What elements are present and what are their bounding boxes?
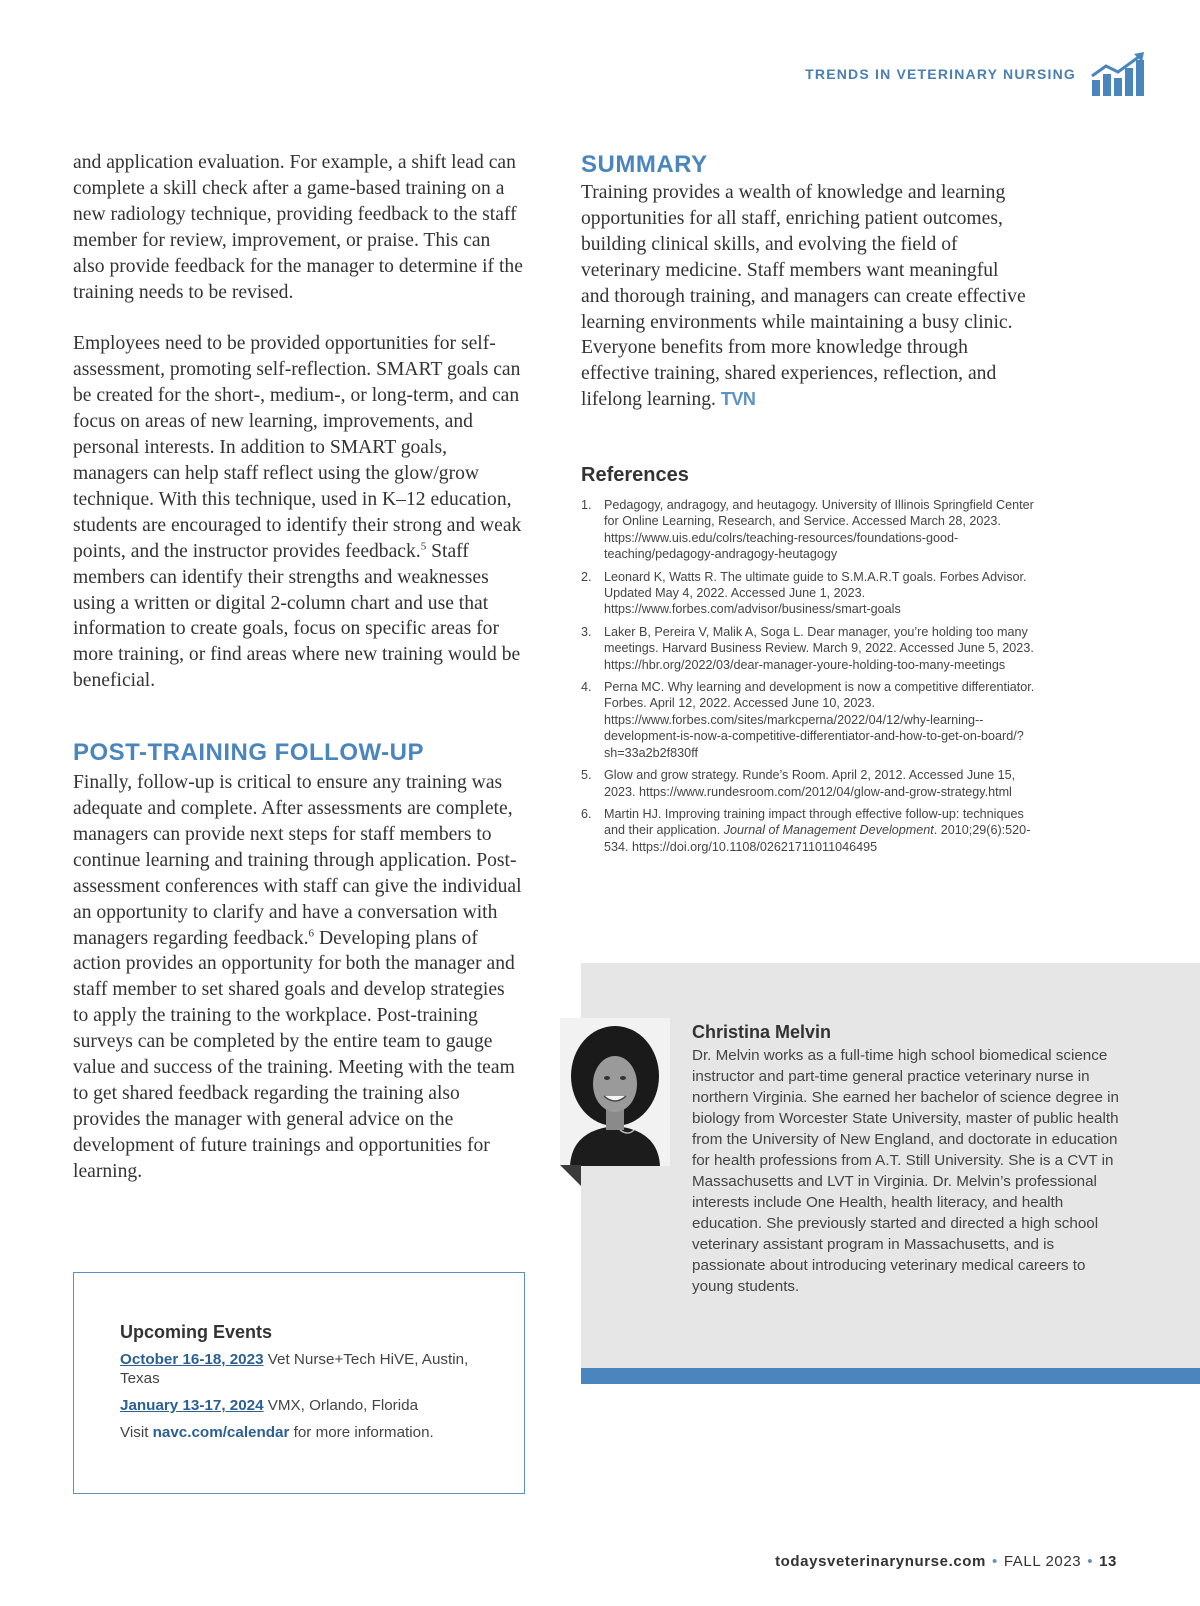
- calendar-link[interactable]: navc.com/calendar: [152, 1424, 290, 1441]
- footer-separator-icon: •: [991, 1553, 998, 1570]
- summary-body: Training provides a wealth of knowledge and learning opportunities for all staff, enriching patient outcomes, building clinical skills, and evolving the field of veterinary medicine. Staff members want meaningful and thorough training, and managers can create effective learning environments while maintaining a busy clinic. Everyone benefits from more knowledge through effective training, shared experiences, reflection, and lifelong learning.: [581, 182, 1026, 411]
- reference-number: 4.: [581, 680, 592, 695]
- author-name: Christina Melvin: [692, 1022, 832, 1042]
- reference-item: [581, 497, 1041, 563]
- running-head: TRENDS IN VETERINARY NURSING: [805, 66, 1076, 82]
- events-visit-line: [120, 1423, 500, 1442]
- bio-accent-bar: [581, 1368, 1200, 1384]
- author-photo: [560, 1018, 670, 1166]
- upcoming-events-box: [73, 1272, 525, 1494]
- paragraph-self-assessment: [73, 331, 523, 694]
- reference-item: [581, 569, 1041, 618]
- references-title: References: [581, 464, 689, 486]
- page-footer: [775, 1553, 1117, 1570]
- reference-journal: Journal of Management Development: [723, 823, 934, 838]
- visit-suffix: for more information.: [289, 1424, 434, 1441]
- left-column: [73, 150, 523, 1185]
- reference-item: [581, 624, 1041, 673]
- summary-text: [581, 180, 1031, 413]
- reference-text: Glow and grow strategy. Runde’s Room. April 2, 2012. Accessed June 15, 2023. https://www.rundesroom.com/2012/04/glow-and-grow-strategy.html: [604, 768, 1016, 799]
- citation-5: 5: [420, 540, 427, 553]
- events-content: [120, 1323, 500, 1450]
- citation-6: 6: [308, 927, 315, 940]
- footer-separator-icon: •: [1087, 1553, 1094, 1570]
- footer-issue: FALL 2023: [1003, 1553, 1082, 1570]
- reference-text-end: . 2010;29(6):520-534. https://doi.org/10.1108/02621711011046495: [604, 823, 1031, 854]
- event-description: Vet Nurse+Tech HiVE, Austin, Texas: [120, 1351, 469, 1387]
- reference-number: 3.: [581, 624, 592, 639]
- references-list: [581, 497, 1041, 861]
- event-item: [120, 1350, 500, 1388]
- tvn-end-mark: TVN: [720, 389, 756, 410]
- event-date-link[interactable]: October 16-18, 2023: [120, 1351, 264, 1368]
- trend-chart-logo-icon: [1090, 52, 1146, 98]
- reference-number: 2.: [581, 569, 592, 584]
- reference-text: Martin HJ. Improving training impact through effective follow-up: techniques and their application.: [604, 806, 1024, 838]
- page-number: 13: [1099, 1553, 1117, 1570]
- paragraph-follow-up-a: Finally, follow-up is critical to ensure any training was adequate and complete. After assessments are complete, managers can provide next steps for staff members to continue learning and training through application. Post-assessment conferences with staff can give the individual an opportunity to clarify and have a conversation with managers regarding feedback.: [73, 772, 522, 949]
- summary-heading: SUMMARY: [581, 151, 708, 178]
- summary-section: [581, 150, 1031, 413]
- visit-prefix: Visit: [120, 1424, 153, 1441]
- event-item: [120, 1396, 500, 1415]
- photo-fold-corner: [560, 1165, 581, 1186]
- paragraph-follow-up: [73, 770, 523, 1185]
- author-portrait-icon: [560, 1018, 670, 1166]
- event-description: VMX, Orlando, Florida: [263, 1397, 419, 1414]
- reference-text: Leonard K, Watts R. The ultimate guide to S.M.A.R.T goals. Forbes Advisor. Updated May 4, 2022. Accessed June 1, 2023. https://www.forbes.com/advisor/business/smart-goals: [604, 569, 1027, 617]
- reference-number: 1.: [581, 498, 592, 512]
- reference-number: 6.: [581, 806, 592, 821]
- footer-site: todaysveterinarynurse.com: [775, 1553, 986, 1570]
- reference-text: Laker B, Pereira V, Malik A, Soga L. Dear manager, you’re holding too many meetings. Harvard Business Review. March 9, 2022. Accessed June 5, 2023. https://hbr.org/2022/03/dear-manager-youre-holding-too-many-meetings: [604, 624, 1034, 672]
- post-training-heading: POST-TRAINING FOLLOW-UP: [73, 739, 424, 767]
- paragraph-follow-up-b: Developing plans of action provides an opportunity for both the manager and staff member to set shared goals and develop strategies to apply the training to the workplace. Post-training surveys can be completed by the entire team to gauge value and success of the training. Meeting with the team to get shared feedback regarding the training also provides the manager with general advice on the development of future trainings and opportunities for learning.: [73, 927, 515, 1182]
- events-title: Upcoming Events: [120, 1322, 273, 1342]
- paragraph-self-assessment-a: Employees need to be provided opportunities for self-assessment, promoting self-reflection. SMART goals can be created for the short-, medium-, or long-term, and can focus on areas of new learning, improvements, and personal interests. In addition to SMART goals, managers can help staff reflect using the glow/grow technique. With this technique, used in K–12 education, students are encouraged to identify their strong and weak points, and the instructor provides feedback.: [73, 333, 522, 562]
- event-date-link[interactable]: January 13-17, 2024: [120, 1397, 264, 1414]
- reference-item: [581, 806, 1041, 855]
- reference-item: [581, 767, 1041, 800]
- paragraph-evaluation: and application evaluation. For example, a shift lead can complete a skill check after a game-based training on a new radiology technique, providing feedback to the staff member for review, improvement, or praise. This can also provide feedback for the manager to determine if the training needs to be revised.: [73, 152, 523, 303]
- reference-number: 5.: [581, 768, 592, 783]
- author-bio-text: Dr. Melvin works as a full-time high school biomedical science instructor and part-time general practice veterinary nurse in northern Virginia. She earned her bachelor of science degree in biology from Worcester State University, master of public health from the University of New England, and doctorate in education for health professions from A.T. Still University. She is a CVT in Massachusetts and LVT in Virginia. Dr. Melvin’s professional interests include One Health, health literacy, and health education. She previously started and directed a high school veterinary assistant program in Massachusetts, and is passionate about introducing veterinary medical careers to young students.: [692, 1047, 1119, 1295]
- reference-item: [581, 679, 1041, 761]
- paragraph-self-assessment-b: Staff members can identify their strengths and weaknesses using a written or digital 2-column chart and use that information to create goals, focus on specific areas for more training, or find areas where new training would be beneficial.: [73, 540, 521, 692]
- reference-text: Perna MC. Why learning and development is now a competitive differentiator. Forbes. April 12, 2022. Accessed June 10, 2023. https://www.forbes.com/sites/markcperna/2022/04/12/why-learning--development-is-now-a-competitive-differentiator-and-how-to-get-on-board/?sh=33a2b2f830ff: [604, 680, 1035, 760]
- reference-text: Pedagogy, andragogy, and heutagogy. University of Illinois Springfield Center for Online Learning, Research, and Service. Accessed March 28, 2023. https://www.uis.edu/colrs/teaching-resources/foundations-good-teaching/pedagogy-andragogy-heutagogy: [604, 498, 1034, 562]
